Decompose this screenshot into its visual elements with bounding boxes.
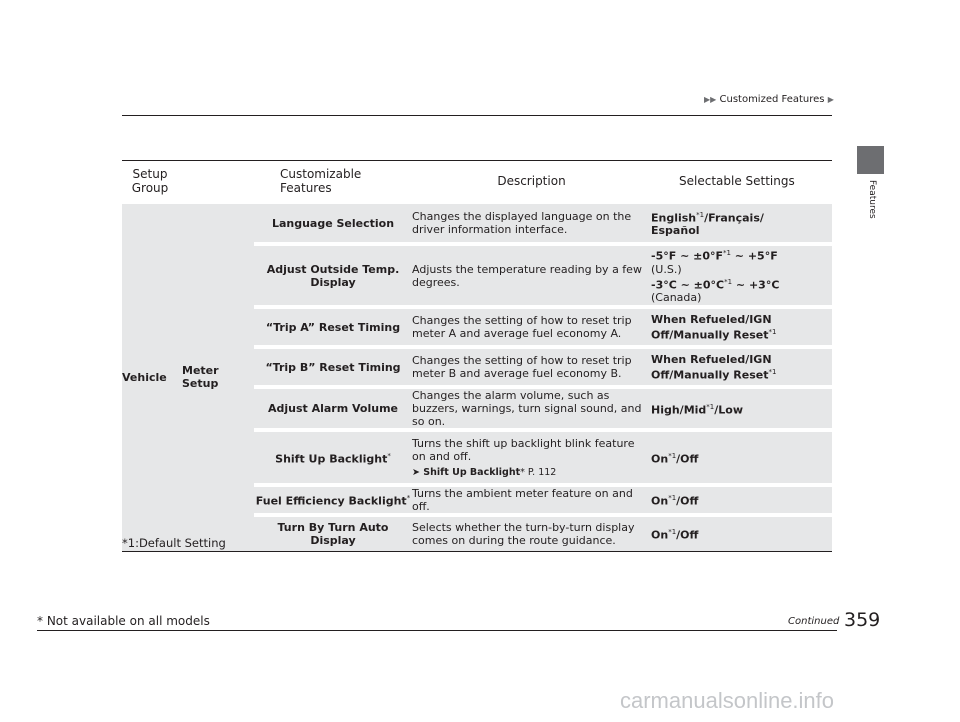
footnote: *1:Default Setting bbox=[122, 536, 226, 550]
feature-description: Selects whether the turn-by-turn display comes on during the route guidance. bbox=[412, 515, 651, 551]
section-label: Features bbox=[867, 180, 877, 219]
feature-name: Shift Up Backlight* bbox=[254, 430, 412, 485]
feature-name: Adjust Outside Temp. Display bbox=[254, 244, 412, 307]
group-vehicle: Vehicle bbox=[122, 202, 182, 551]
feature-settings: On$^{*1}$/Off bbox=[651, 485, 832, 515]
breadcrumb-label: Customized Features bbox=[719, 94, 825, 105]
feature-description: Changes the displayed language on the driver information interface. bbox=[412, 202, 651, 244]
feature-name: Adjust Alarm Volume bbox=[254, 387, 412, 430]
feature-settings: On$^{*1}$/Off bbox=[651, 515, 832, 551]
page-number: 359 bbox=[844, 609, 881, 631]
breadcrumb bbox=[704, 94, 834, 105]
feature-description: Changes the alarm volume, such as buzzers, warnings, turn signal sound, and so on. bbox=[412, 387, 651, 430]
feature-name: Language Selection bbox=[254, 202, 412, 244]
header-customizable-features: Customizable Features bbox=[182, 161, 412, 203]
feature-description: Turns the ambient meter feature on and off. bbox=[412, 485, 651, 515]
feature-settings: When Refueled/IGN Off/Manually Reset$^{*1}$ bbox=[651, 347, 832, 387]
header-selectable-settings: Selectable Settings bbox=[651, 161, 832, 203]
section-tab bbox=[857, 146, 884, 174]
feature-name: “Trip A” Reset Timing bbox=[254, 307, 412, 347]
feature-description: Turns the shift up backlight blink feature on and off. ➤ Shift Up Backlight* P. 112 bbox=[412, 430, 651, 485]
availability-note: * Not available on all models bbox=[37, 614, 210, 628]
features-table bbox=[122, 160, 832, 552]
feature-name: Turn By Turn Auto Display bbox=[254, 515, 412, 551]
continued-label: Continued bbox=[788, 616, 840, 627]
subgroup-meter-setup: Meter Setup bbox=[182, 202, 254, 551]
feature-name: “Trip B” Reset Timing bbox=[254, 347, 412, 387]
triangle-icon: ▶ bbox=[827, 95, 834, 104]
feature-settings: English$^{*1}$/Français/ Español bbox=[651, 202, 832, 244]
footer-rule bbox=[37, 630, 837, 631]
feature-settings: -5°F ~ $\pm 0^\circ F^{*1}$ ~ +5°F (U.S.) -3°C ~ $\pm 0^\circ C^{*1}$ ~ +3°C (Canada) bbox=[651, 244, 832, 307]
page-reference[interactable]: ➤ Shift Up Backlight* P. 112 bbox=[412, 466, 557, 478]
header-setup-group: Setup Group bbox=[122, 161, 182, 203]
feature-description: Changes the setting of how to reset trip meter B and average fuel economy B. bbox=[412, 347, 651, 387]
feature-settings: On$^{*1}$/Off bbox=[651, 430, 832, 485]
feature-name: Fuel Efficiency Backlight* bbox=[254, 485, 412, 515]
feature-settings: High/Mid$^{*1}$/Low bbox=[651, 387, 832, 430]
feature-description: Changes the setting of how to reset trip meter A and average fuel economy A. bbox=[412, 307, 651, 347]
feature-description: Adjusts the temperature reading by a few degrees. bbox=[412, 244, 651, 307]
header-rule bbox=[122, 115, 832, 116]
header-description: Description bbox=[412, 161, 651, 203]
watermark: carmanualsonline.info bbox=[620, 688, 835, 713]
feature-settings: When Refueled/IGN Off/Manually Reset$^{*1}$ bbox=[651, 307, 832, 347]
triangle-icon: ▶▶ bbox=[704, 95, 717, 104]
